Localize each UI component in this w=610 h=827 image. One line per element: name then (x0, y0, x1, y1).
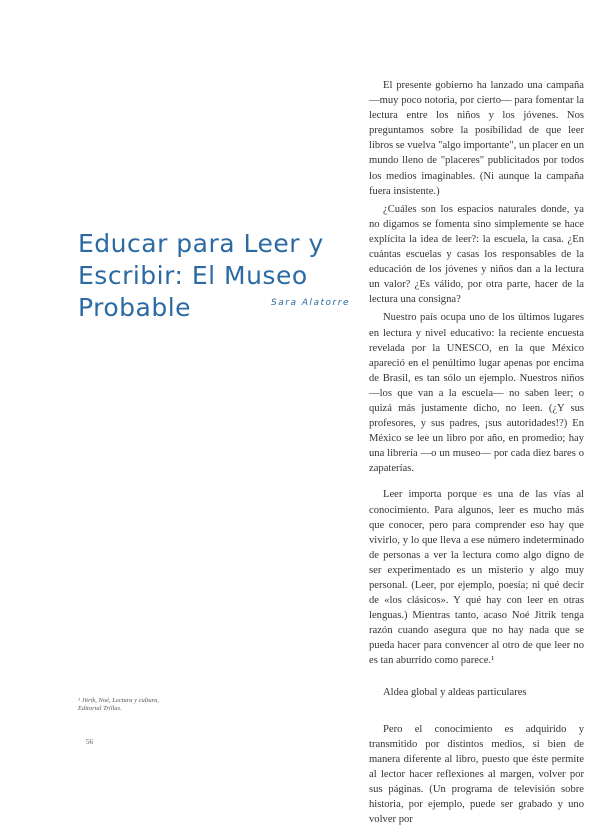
footnote: ¹ Jitrik, Noé, Lectura y cultura, Editorial Trillas. (78, 697, 160, 712)
paragraph: El presente gobierno ha lanzado una campaña —muy poco notoria, por cierto— para fomentar la lectura entre los niños y los jóvenes. Nos preguntamos sobre la posibilidad de que leer libros se vuelva "algo importante", un placer en un mundo lleno de "placeres" publicitados por todos los medios imaginables. (Ni aunque la campaña fuera insistente.) (369, 80, 584, 197)
body-column (369, 78, 584, 827)
paragraph: Nuestro país ocupa uno de los últimos lugares en lectura y nivel educativo: la reciente encuesta revelada por la UNESCO, en la que México apareció en el penúltimo lugar apenas por encima de Brasil, es tan sólo un ejemplo. Nuestros niños —los que van a la escuela— no saben leer; o quizá más justamente dicho, no leen. (¿Y sus profesores, y sus padres, ¡sus autoridades!?) En México se lee un libro por año, en promedio; hay una librería —o un museo— por cada diez bares o zapaterías. (369, 312, 584, 475)
page-number: 56 (86, 738, 93, 746)
paragraph: Pero el conocimiento es adquirido y transmitido por distintos medios, si bien de manera diferente al libro, puesto que éste permite al lector hacer reflexiones al margen, volver por sus páginas. (Un programa de televisión sobre historia, por ejemplo, puede ser grabado y uno volver por (369, 723, 584, 826)
article-title (78, 228, 350, 324)
paragraph: Leer importa porque es una de las vías al conocimiento. Para algunos, leer es mucho más que conocer, pero para comprender eso hay que vivirlo, y lo que lleva a ese número indeterminado de personas a ver la lectura como algo digno de ser experimentado es un misterio y algo muy personal. (Leer, por ejemplo, poesía; ni qué decir de «los clásicos». Y qué hay con leer en otras lenguas.) Mientras tanto, acaso Noé Jitrik tenga razón cuando asegura que no hay nada que se pueda hacer para convencer al otro de que leer no es tan aburrido como parece.¹ (369, 489, 584, 667)
paragraph: ¿Cuáles son los espacios naturales donde, ya no digamos se fomenta sino simplemente se hace explícita la idea de leer?: la escuela, la casa. ¿En cuántas escuelas y casas los responsables de la educación de los jóvenes y niños dan a la lectura un valor? ¿Es válido, por otra parte, hacer de la lectura una consigna? (369, 203, 584, 306)
title-line-1: Educar para Leer y (78, 229, 324, 258)
author-name: Sara Alatorre (271, 298, 350, 308)
title-line-2: Escribir: El Museo (78, 261, 308, 290)
title-line-3: Probable (78, 293, 192, 322)
section-subheading: Aldea global y aldeas particulares (383, 686, 527, 698)
